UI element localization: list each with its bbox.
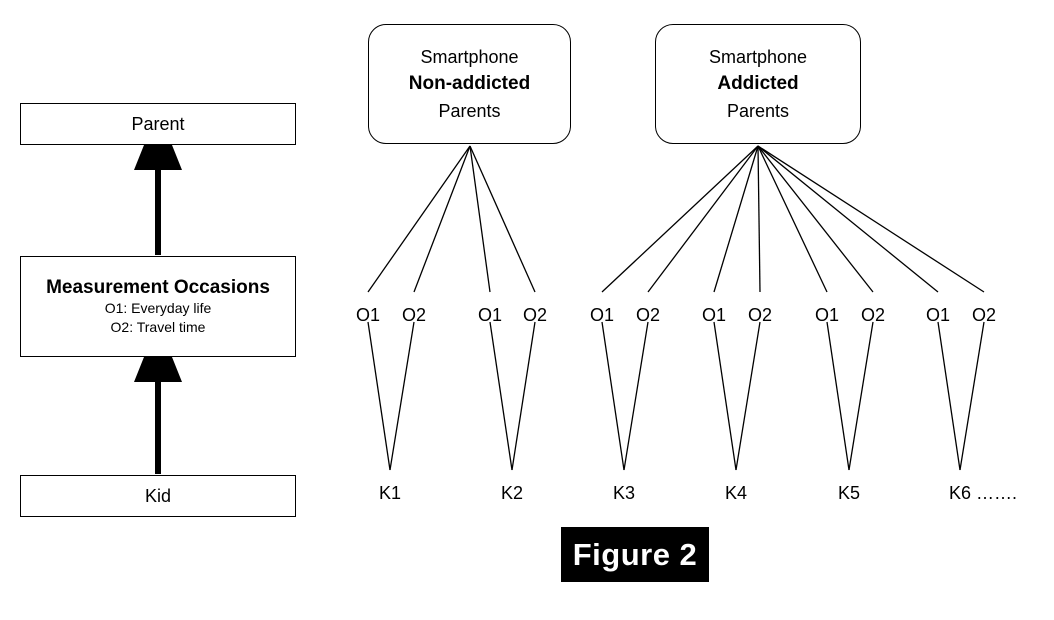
kid-label: K6 ……. (948, 483, 1018, 503)
group-non-addicted-line-2: Non-addicted (408, 73, 531, 95)
occasion-label: O1 (701, 305, 727, 325)
legend-occasions-line-1: O1: Everyday life (104, 299, 212, 316)
kid-label: K2 (500, 483, 524, 503)
occasion-label: O1 (355, 305, 381, 325)
group-box-non-addicted (368, 24, 571, 144)
legend-kid-label: Kid (144, 485, 171, 506)
group-addicted-line-1: Smartphone (708, 47, 808, 68)
kid-label: K5 (837, 483, 861, 503)
kid-label: K3 (612, 483, 636, 503)
group-non-addicted-line-3: Parents (438, 100, 501, 121)
group-box-addicted (655, 24, 861, 144)
occasion-label: O2 (635, 305, 661, 325)
occasion-label: O2 (747, 305, 773, 325)
occasion-label: O2 (860, 305, 886, 325)
legend-occasions-title: Measurement Occasions (46, 276, 270, 298)
occasion-label: O1 (814, 305, 840, 325)
occasion-label: O1 (589, 305, 615, 325)
kid-label: K1 (378, 483, 402, 503)
figure-caption-text: Figure 2 (572, 536, 698, 572)
legend-box-measurement-occasions (20, 256, 296, 357)
legend-occasions-line-2: O2: Travel time (110, 318, 206, 335)
converge-to-kids (368, 322, 984, 470)
group-addicted-line-2: Addicted (717, 73, 799, 95)
fanout-non-addicted (368, 146, 535, 292)
occasion-label: O1 (925, 305, 951, 325)
occasion-label: O1 (477, 305, 503, 325)
occasion-label: O2 (401, 305, 427, 325)
occasion-label: O2 (971, 305, 997, 325)
group-non-addicted-line-1: Smartphone (420, 47, 519, 68)
legend-parent-label: Parent (131, 113, 185, 134)
figure-caption (561, 527, 709, 582)
legend-box-kid (20, 475, 296, 517)
legend-box-parent (20, 103, 296, 145)
group-addicted-line-3: Parents (726, 100, 790, 121)
fanout-addicted (602, 146, 984, 292)
occasion-label: O2 (522, 305, 548, 325)
kid-label: K4 (724, 483, 748, 503)
